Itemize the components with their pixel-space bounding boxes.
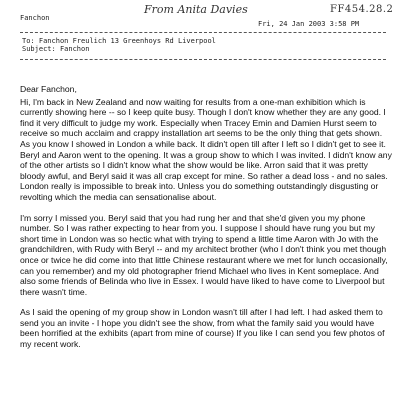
paragraph-2: I'm sorry I missed you. Beryl said that you had rung her and that she'd given you my phone number. So I was rather expecting to hear from you. I suppose I should have rung you but my short time in London was so hectic what with trying to spend a little time Aaron with Jo with the grandchildren, with Rudy with Beryl -- and my architect brother (who I don't think you met though once or twice he did come into that little Chinese restaurant where we met for lunch occasionally, can you remember) and my old photographer friend Michael who lives in Kent someplace. And also some friends of Belinda who live in Essex. I would have liked to have come to Liverpool but there wasn't time. <box>20 212 388 297</box>
greeting: Dear Fanchon, <box>20 84 77 94</box>
sent-date: Fri, 24 Jan 2003 3:58 PM <box>258 20 360 28</box>
header-rule-bottom <box>20 59 386 60</box>
sender-name: Fanchon <box>20 14 50 22</box>
to-label: To: <box>22 37 35 45</box>
header-rule-top <box>20 32 386 33</box>
subject-value: Fanchon <box>59 45 90 53</box>
reference-number: FF454.28.2 <box>330 4 394 15</box>
to-value: Fanchon Freulich 13 Greenhoys Rd Liverpool <box>38 37 216 45</box>
letter-body <box>20 84 392 360</box>
subject-line <box>22 45 89 53</box>
subject-label: Subject: <box>22 45 56 53</box>
paragraph-3: As I said the opening of my group show in London wasn't till after I had left. I had asked them to send you an invite - I hope you didn't see the show, from what the family said you would have been horrified at the exhibits (apart from mine of course) If you like I can send you few photos of my recent work. <box>20 307 385 350</box>
to-line <box>22 37 216 45</box>
handwritten-note: From Anita Davies <box>144 3 248 16</box>
paragraph-1: Hi, I'm back in New Zealand and now waiting for results from a one-man exhibition which is currently showing here -- so I keep quite busy. Though I don't know whether they are any good. I find it very difficult to judge my work. Especially when Tracey Emin and Damien Hurst seem to receive so much acclaim and crappy installation art seems to be the only thing that gets shown. As you know I showed in London a while back. It didn't open till after I left so I didn't get to see it. Beryl and Aaron went to the opening. It was a group show to which I was invited. I didn't know any of the other artists so I didn't know what the show would be like. Arron said that it was pretty bloody awful, and Beryl said it was all crap except for mine. So rather a dead loss - and no sales. London really is impossible to break into. Unless you do something outstandingly disgusting or revolting which the media can sensationalise about. <box>20 96 392 202</box>
